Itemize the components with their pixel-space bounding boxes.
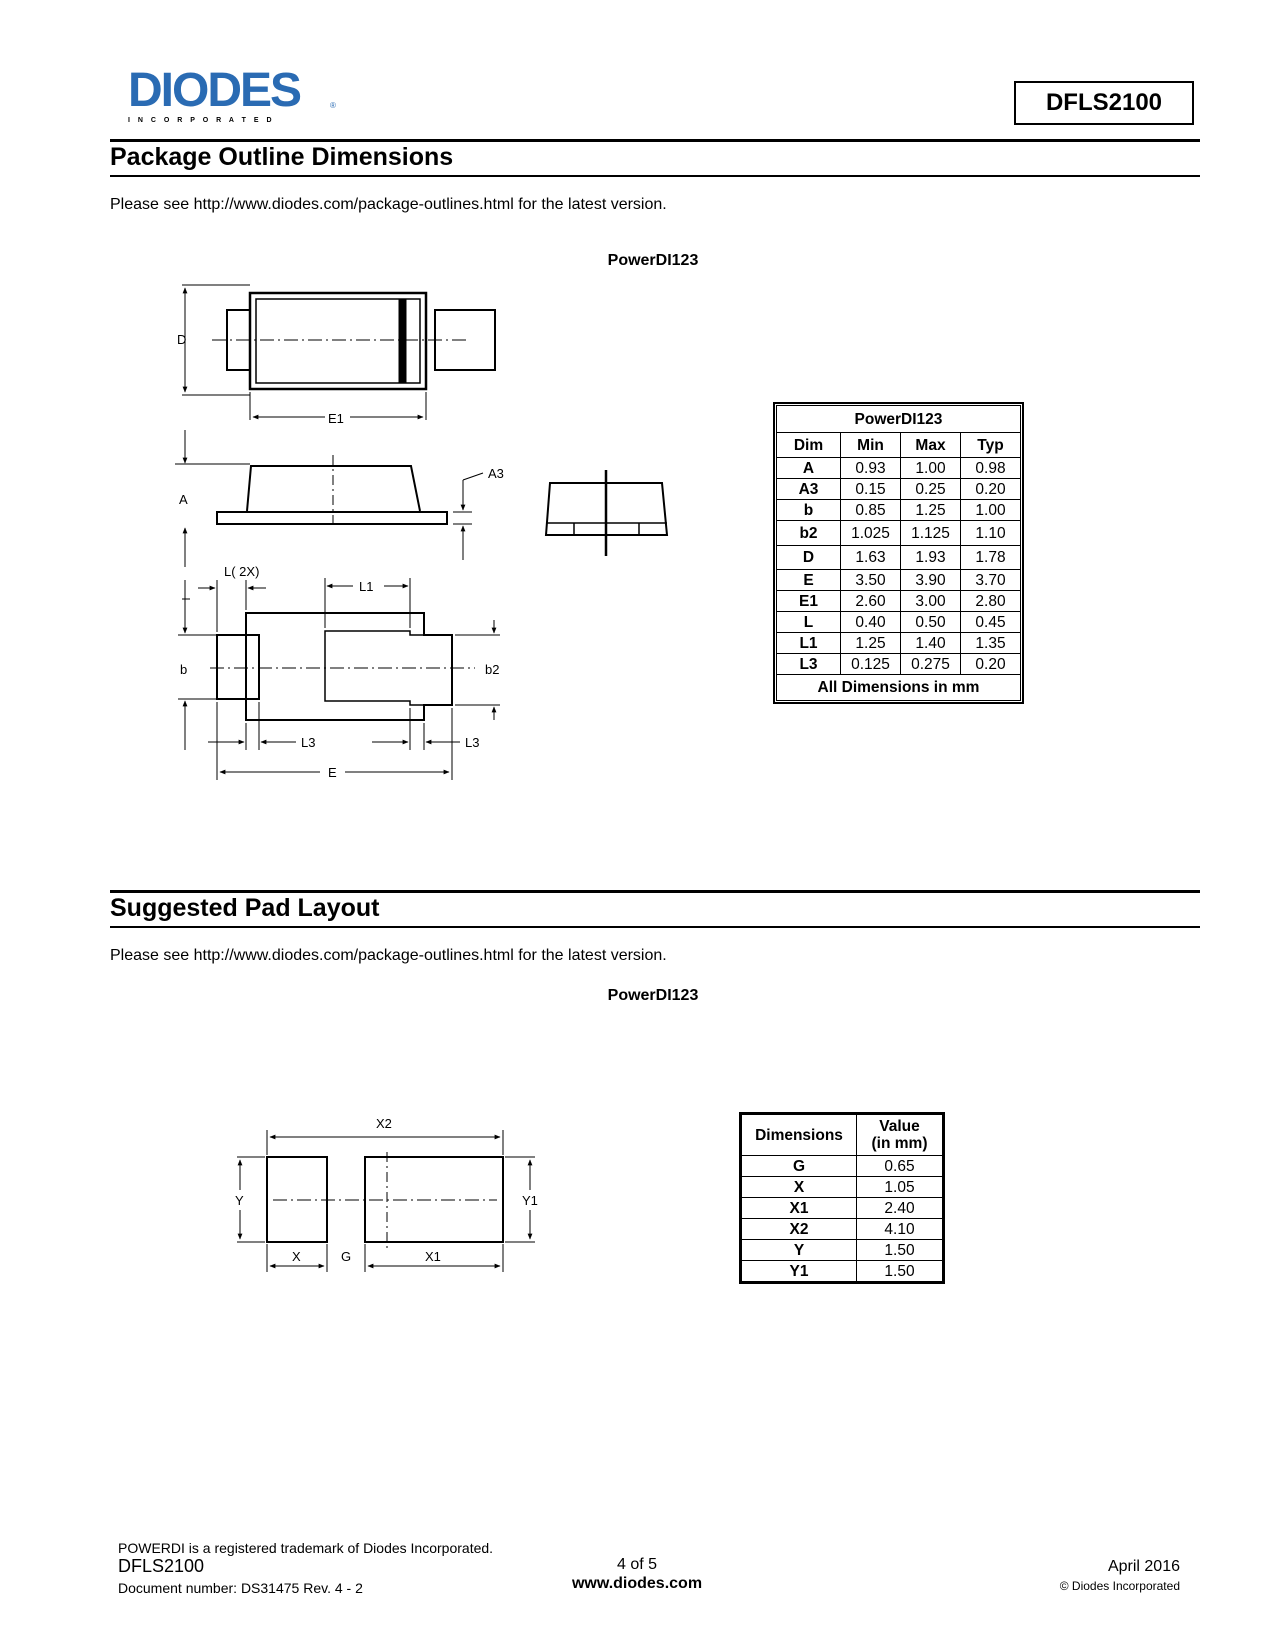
cell: 1.25 — [841, 633, 901, 654]
cell: 1.05 — [857, 1177, 943, 1198]
cell: A3 — [777, 479, 841, 500]
cell: 3.00 — [901, 591, 961, 612]
table-row — [777, 654, 1021, 675]
cell: D — [777, 546, 841, 570]
outline-header-dim: Dim — [777, 433, 841, 458]
cell: 0.25 — [901, 479, 961, 500]
dim-label-b2: b2 — [485, 662, 500, 677]
dim-label-E1: E1 — [328, 411, 344, 426]
cell: A — [777, 458, 841, 479]
cell: 0.40 — [841, 612, 901, 633]
table-row — [777, 500, 1021, 521]
pad-header-value-label: Value — [879, 1118, 920, 1135]
cell: 1.35 — [961, 633, 1021, 654]
cell: Y1 — [742, 1261, 857, 1282]
cell: G — [742, 1156, 857, 1177]
table-row — [777, 570, 1021, 591]
pad-layout-drawing — [225, 1110, 555, 1285]
cell: b2 — [777, 521, 841, 546]
outline-table-title: PowerDI123 — [777, 406, 1021, 433]
section-rule-top — [110, 139, 1200, 142]
cell: E1 — [777, 591, 841, 612]
logo-subtitle: I N C O R P O R A T E D — [128, 117, 275, 124]
cell: 0.125 — [841, 654, 901, 675]
svg-text:®: ® — [330, 101, 336, 110]
footer-copyright: © Diodes Incorporated — [1059, 1579, 1180, 1593]
outline-header-min: Min — [841, 433, 901, 458]
cell: L1 — [777, 633, 841, 654]
cell: X2 — [742, 1219, 857, 1240]
footer-website-link[interactable]: www.diodes.com — [571, 1575, 703, 1592]
dim-label-L1: L1 — [359, 579, 374, 594]
outline-header-max: Max — [901, 433, 961, 458]
table-row — [742, 1240, 943, 1261]
table-row — [777, 591, 1021, 612]
cell: 2.60 — [841, 591, 901, 612]
dim-label-A: A — [179, 492, 188, 507]
outline-note: Please see http://www.diodes.com/package-outlines.html for the latest version. — [110, 196, 667, 213]
section2-rule-bottom — [110, 926, 1200, 928]
cell: 3.70 — [961, 570, 1021, 591]
footer-part: DFLS2100 — [118, 1556, 205, 1576]
table-row — [777, 458, 1021, 479]
dim-label-b: b — [180, 662, 188, 677]
cell: 1.00 — [961, 500, 1021, 521]
dim-label-L: L( 2X) — [224, 564, 260, 579]
outline-package-label: PowerDI123 — [607, 252, 699, 269]
cell: L — [777, 612, 841, 633]
pad-dimensions-table — [739, 1112, 945, 1284]
cell: b — [777, 500, 841, 521]
cell: 0.98 — [961, 458, 1021, 479]
cell: 4.10 — [857, 1219, 943, 1240]
pad-package-label: PowerDI123 — [607, 987, 699, 1004]
cell: 0.275 — [901, 654, 961, 675]
cell: 1.78 — [961, 546, 1021, 570]
footer-document-number: Document number: DS31475 Rev. 4 - 2 — [118, 1580, 363, 1596]
part-number-box: DFLS2100 — [1014, 81, 1194, 125]
cell: Y — [742, 1240, 857, 1261]
cell: X — [742, 1177, 857, 1198]
cell: 1.50 — [857, 1261, 943, 1282]
dim-label-D: D — [177, 332, 187, 347]
cell: L3 — [777, 654, 841, 675]
pad-label-Y1: Y1 — [522, 1193, 538, 1208]
cell: 1.10 — [961, 521, 1021, 546]
table-row — [742, 1198, 943, 1219]
table-row — [742, 1219, 943, 1240]
cell: 0.50 — [901, 612, 961, 633]
cell: 2.40 — [857, 1198, 943, 1219]
pad-label-Y: Y — [235, 1193, 244, 1208]
table-row — [742, 1177, 943, 1198]
outline-header-typ: Typ — [961, 433, 1021, 458]
outline-table-body — [777, 458, 1021, 675]
cell: 0.20 — [961, 479, 1021, 500]
pad-header-dimensions: Dimensions — [742, 1115, 857, 1156]
dim-label-L3-right: L3 — [465, 735, 480, 750]
pad-header-unit: (in mm) — [871, 1135, 928, 1152]
cell: 1.00 — [901, 458, 961, 479]
table-row — [777, 633, 1021, 654]
table-row — [777, 521, 1021, 546]
cell: 0.15 — [841, 479, 901, 500]
footer-page-number: 4 of 5 — [616, 1556, 658, 1573]
cell: 1.025 — [841, 521, 901, 546]
logo-wordmark: DIODES — [128, 64, 301, 117]
pad-header-value — [857, 1115, 943, 1156]
cell: 1.93 — [901, 546, 961, 570]
cell: 1.125 — [901, 521, 961, 546]
table-row — [742, 1156, 943, 1177]
cell: 0.93 — [841, 458, 901, 479]
cell: 2.80 — [961, 591, 1021, 612]
section-title-pad: Suggested Pad Layout — [110, 894, 380, 922]
cell: 0.65 — [857, 1156, 943, 1177]
pad-label-X1: X1 — [425, 1249, 441, 1264]
footer-trademark: POWERDI is a registered trademark of Diodes Incorporated. — [118, 1540, 494, 1556]
pad-note: Please see http://www.diodes.com/package-outlines.html for the latest version. — [110, 947, 667, 964]
cell: 1.63 — [841, 546, 901, 570]
footer-date: April 2016 — [1107, 1558, 1180, 1575]
package-end-view — [540, 470, 680, 565]
table-row — [777, 546, 1021, 570]
pad-label-X2: X2 — [376, 1116, 392, 1131]
diodes-logo — [128, 64, 344, 126]
pad-label-G: G — [341, 1249, 352, 1264]
cell: 3.50 — [841, 570, 901, 591]
table-row — [777, 612, 1021, 633]
pad-label-X: X — [292, 1249, 301, 1264]
cell: 0.85 — [841, 500, 901, 521]
dim-label-E: E — [328, 765, 337, 780]
dim-label-A3: A3 — [488, 466, 504, 481]
cell: 3.90 — [901, 570, 961, 591]
section-title-outline: Package Outline Dimensions — [110, 143, 454, 171]
outline-dimensions-table — [773, 402, 1024, 704]
section-rule-bottom — [110, 175, 1200, 177]
cell: 1.40 — [901, 633, 961, 654]
cell: 0.45 — [961, 612, 1021, 633]
cell: 0.20 — [961, 654, 1021, 675]
cell: X1 — [742, 1198, 857, 1219]
dim-label-L3-left: L3 — [301, 735, 316, 750]
table-row — [777, 479, 1021, 500]
cell: 1.25 — [901, 500, 961, 521]
package-outline-drawing — [170, 280, 540, 825]
cell: 1.50 — [857, 1240, 943, 1261]
table-row — [742, 1261, 943, 1282]
section2-rule-top — [110, 890, 1200, 893]
cell: E — [777, 570, 841, 591]
outline-table-footer: All Dimensions in mm — [777, 675, 1021, 701]
